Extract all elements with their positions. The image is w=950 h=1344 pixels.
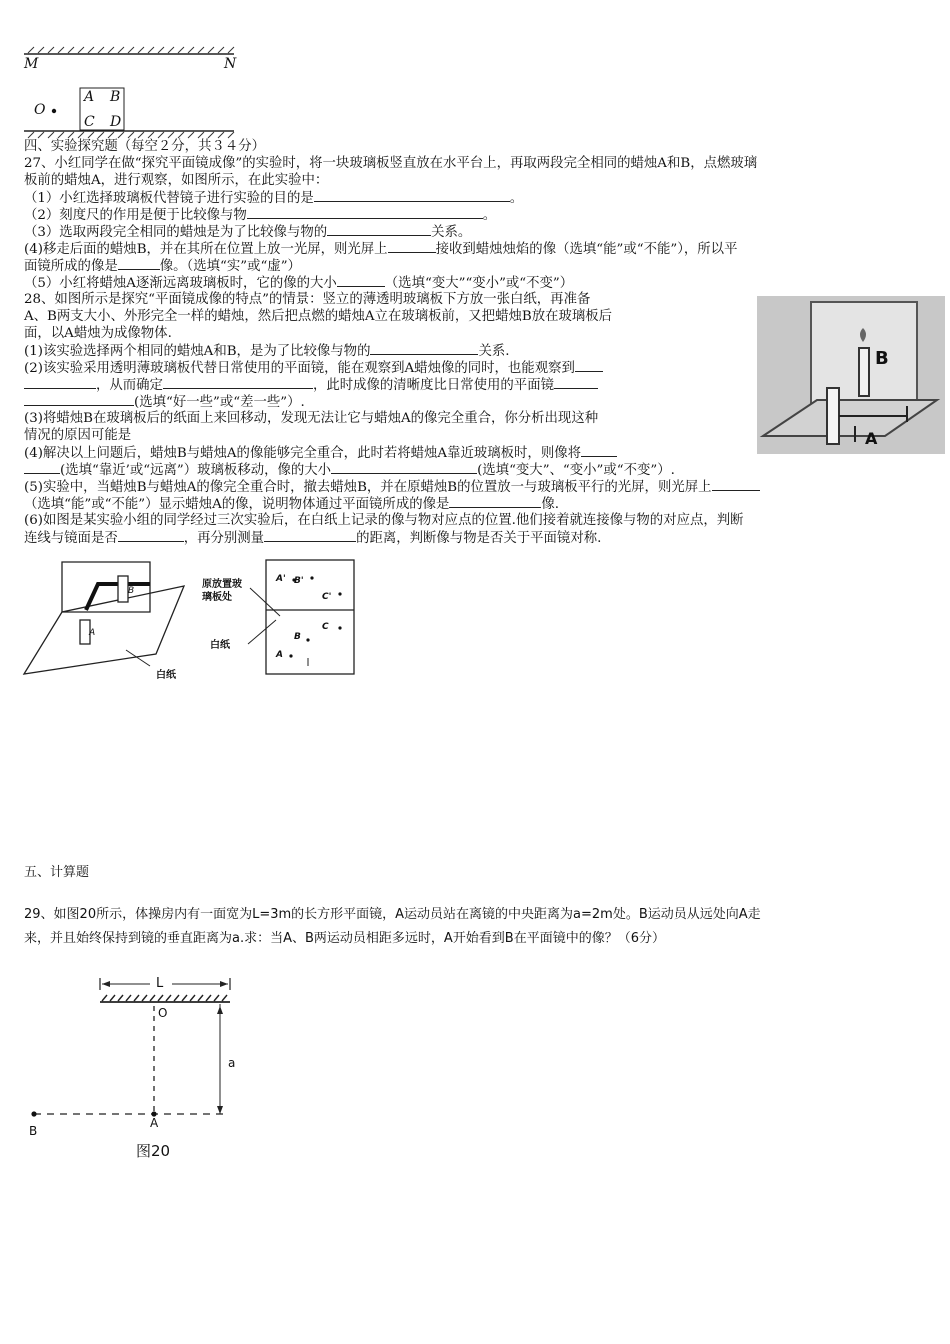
answer-blank[interactable] [24,461,60,474]
q27-sub-1 [24,189,523,207]
fig20-point-a: A [150,1116,159,1130]
point-c: C [322,622,329,632]
q28-part-6b [24,529,601,547]
answer-blank[interactable] [712,478,760,491]
q27-sub-2-text: （2）刻度尺的作用是便于比较像与物 [24,208,247,223]
answer-blank[interactable] [337,274,385,287]
fig28-label-a: A [89,628,96,638]
fig28-paper-label: 白纸 [156,670,176,681]
q27-sub-1-end: 。 [509,191,524,206]
q27-sub-4b-end: 像。（选填“实”或“虚”） [159,259,301,274]
experiment-photo-drawing [757,296,945,454]
q28-part-5b [24,495,559,513]
point-a-prime: A' [276,574,286,584]
q28-part-3a: (3)将蜡烛B在玻璃板后的纸面上来回移动，发现无法让它与蜡烛A的像完全重合，你分析出现这种 [24,411,599,426]
q28-part-5b-text: （选填“能”或“不能”）显示蜡烛A的像，说明物体通过平面镜所成的像是 [24,497,450,512]
answer-blank[interactable] [575,359,603,372]
answer-blank[interactable] [581,444,617,457]
q27-sub-4b-text: 面镜所成的像是 [24,259,118,274]
photo-label-b: B [875,348,889,369]
point-b-prime: B' [294,576,304,586]
glass-position-label-l2: 璃板处 [202,592,232,603]
q28-part-4b-end: (选填“变大”、“变小”或“不变”）. [477,463,675,478]
q27-intro-2: 板前的蜡烛A，进行观察，如图所示，在此实验中： [24,173,329,188]
q27-sub-2-end: 。 [482,208,497,223]
box-label-a: A [84,89,95,105]
q27-sub-5-text: （5）小红将蜡烛A逐渐远离玻璃板时，它的像的大小 [24,276,337,291]
point-c-prime: C' [322,592,332,602]
q27-sub-4a [24,240,737,258]
q29-line-2: 来，并且始终保持到镜的垂直距离为a.求：当A、B两运动员相距多远时，A开始看到B在平面镜中的像？（6分） [24,931,665,946]
q28-part-1 [24,342,510,360]
fig20-caption: 图20 [136,1142,171,1160]
q28-part-2c-text: (选填“好一些”或“差一些”）. [134,395,305,410]
q28-part-4a-text: (4)解决以上问题后，蜡烛B与蜡烛A的像能够完全重合，此时若将蜡烛A靠近玻璃板时，则像将 [24,446,581,461]
q29-line-1: 29、如图20所示，体操房内有一面宽为L=3m的长方形平面镜，A运动员站在离镜的中央距离为a=2m处。B运动员从远处向A走 [24,907,761,922]
box-label-d: D [110,114,122,130]
q28-part-4b-text: (选填“靠近’或“远离”）玻璃板移动，像的大小 [60,463,332,478]
answer-blank[interactable] [314,189,510,202]
fig20-label-a: a [228,1056,236,1070]
fig20-label-l: L [156,976,164,991]
section4-heading: 四、实验探究题（每空２分，共３４分） [24,139,266,154]
q28-intro-3: 面，以A蜡烛为成像物体. [24,326,172,341]
glass-position-label-l1: 原放置玻 [202,579,242,590]
mirror-box-figure [22,44,242,140]
section5-heading: 五、计算题 [24,865,90,880]
q28-part-4a [24,444,617,462]
q28-part-5b-end: 像. [541,497,560,512]
label-m: M [24,56,39,72]
q27-sub-3 [24,223,471,241]
q28-part-2a-text: (2)该实验采用透明薄玻璃板代替日常使用的平面镜，能在观察到A蜡烛像的同时，也能观察到 [24,361,575,376]
q28-intro-1: 28、如图所示是探究“平面镜成像的特点”的情景：竖立的薄透明玻璃板下方放一张白纸，再准备 [24,292,591,307]
point-a: A [276,650,283,660]
q28-part-1-end: 关系. [478,344,510,359]
q28-part-6b-end: 的距离，判断像与物是否关于平面镜对称. [356,531,602,546]
answer-blank[interactable] [554,376,598,389]
q28-part-2b [24,376,598,394]
answer-blank[interactable] [264,529,356,542]
q27-sub-2 [24,206,496,224]
q28-part-6a: (6)如图是某实验小组的同学经过三次实验后，在白纸上记录的像与物对应点的位置.他们接着就连接像与物的对应点，判断 [24,513,744,528]
q28-part-5a-text: (5)实验中，当蜡烛B与蜡烛A的像完全重合时，撤去蜡烛B，并在原蜡烛B的位置放一与玻璃板平行的光屏，则光屏上 [24,480,712,495]
q27-sub-5 [24,274,573,292]
box-label-c: C [84,114,95,130]
fig28-right-paper-label: 白纸 [210,640,230,651]
answer-blank[interactable] [24,376,96,389]
q28-part-2b-end: ，此时成像的清晰度比日常使用的平面镜 [312,378,554,393]
q28-part-1-text: (1)该实验选择两个相同的蜡烛A和B，是为了比较像与物的 [24,344,371,359]
q27-sub-5-end: （选填“变大”“变小”或“不变”） [384,276,574,291]
q27-intro-1: 27、小红同学在做“探究平面镜成像”的实验时，将一块玻璃板竖直放在水平台上，再取两段完全相同的蜡烛A和B，点燃玻璃 [24,156,758,171]
photo-label-a: A [865,429,878,448]
answer-blank[interactable] [118,257,160,270]
experiment-photo [757,296,945,454]
q28-intro-2: A、B两支大小、外形完全一样的蜡烛，然后把点燃的蜡烛A立在玻璃板前，又把蜡烛B放在玻璃板后 [24,309,613,324]
q27-sub-4a-text: (4)移走后面的蜡烛B，并在其所在位置上放一光屏，则光屏上 [24,242,388,257]
glass-position-label [202,578,242,604]
answer-blank[interactable] [118,529,184,542]
q27-sub-3-end: 关系。 [431,225,472,240]
q27-sub-4b [24,257,301,275]
q28-part-2c [24,393,305,411]
q28-part-3b-text: 情况的原因可能是 [24,428,132,443]
answer-blank[interactable] [24,393,134,406]
answer-blank[interactable] [370,342,478,355]
q28-part-4b [24,461,675,479]
fig20-point-b: B [29,1124,38,1138]
q28-part-6b-text: 连线与镜面是否 [24,531,118,546]
answer-blank[interactable] [327,223,431,236]
answer-blank[interactable] [247,206,483,219]
fig20-label-o: O [158,1006,168,1020]
answer-blank[interactable] [449,495,541,508]
q28-part-6b-mid: ，再分别测量 [183,531,265,546]
q27-sub-3-text: （3）选取两段完全相同的蜡烛是为了比较像与物的 [24,225,328,240]
answer-blank[interactable] [331,461,477,474]
q28-part-3b [24,427,131,444]
answer-blank[interactable] [163,376,313,389]
q28-part-2b-mid: ，从而确定 [96,378,163,393]
q28-part-2a [24,359,603,377]
q28-part-5a [24,478,760,496]
q27-sub-4a-end: 接收到蜡烛烛焰的像（选填“能”或“不能”），所以平 [435,242,738,257]
answer-blank[interactable] [388,240,436,253]
point-b: B [294,632,301,642]
label-o: O [34,102,46,118]
fig28-label-b: B [128,586,135,596]
q27-sub-1-text: （1）小红选择玻璃板代替镜子进行实验的目的是 [24,191,314,206]
label-n: N [224,56,237,72]
box-label-b: B [110,89,121,105]
